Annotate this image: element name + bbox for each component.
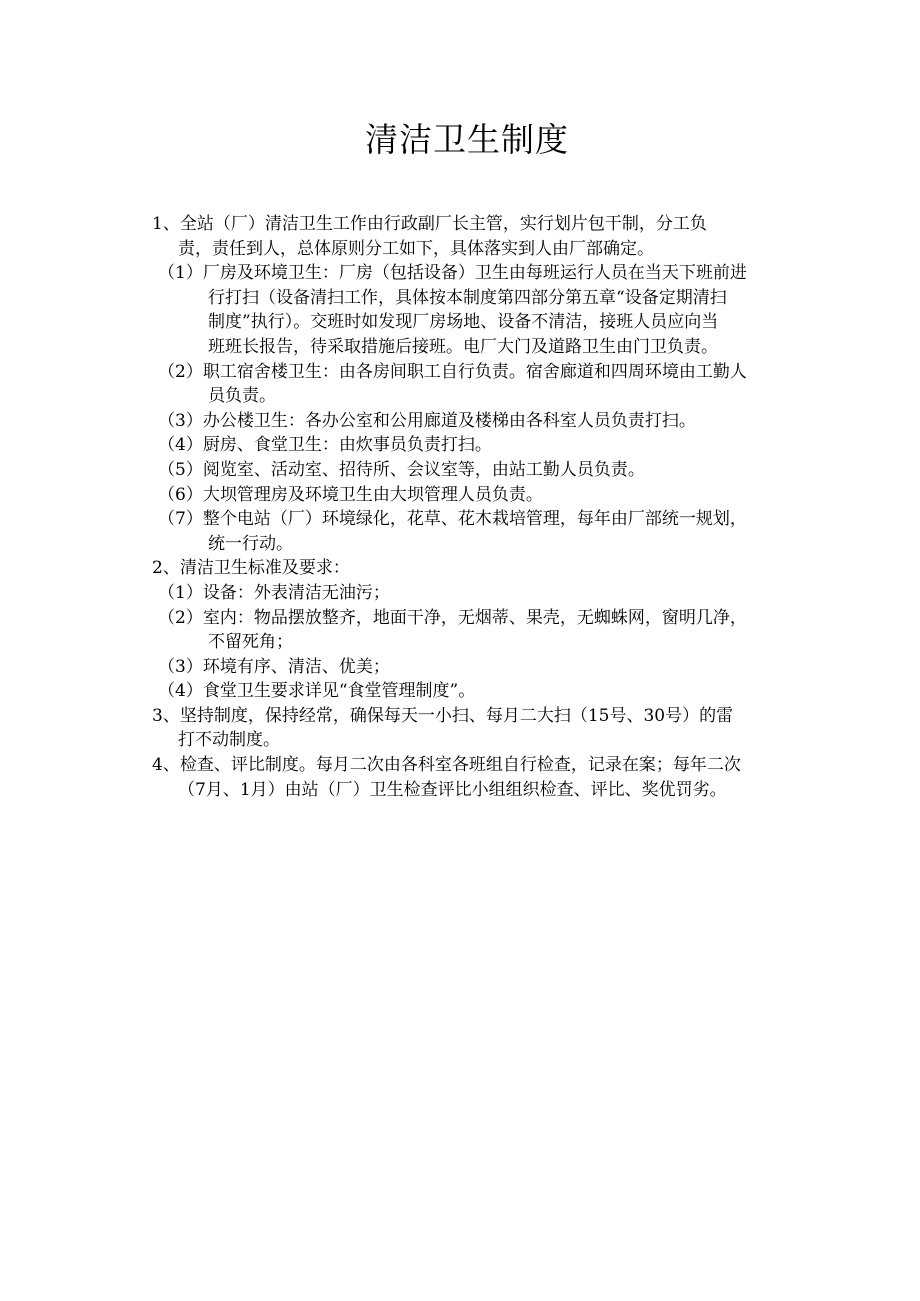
paragraph-line: （2）室内：物品摆放整齐，地面干净，无烟蒂、果壳，无蜘蛛网，窗明几净， xyxy=(158,607,747,628)
paragraph-line: （7月、1月）由站（厂）卫生检查评比小组组织检查、评比、奖优罚劣。 xyxy=(178,779,727,800)
paragraph-line: 不留死角； xyxy=(208,632,293,653)
paragraph-line: 3、坚持制度，保持经常，确保每天一小扫、每月二大扫（15号、30号）的雷 xyxy=(152,705,734,726)
paragraph-line: 班班长报告，待采取措施后接班。电厂大门及道路卫生由门卫负责。 xyxy=(208,336,718,357)
paragraph-line: 责，责任到人，总体原则分工如下，具体落实到人由厂部确定。 xyxy=(178,238,654,259)
paragraph-line: （5）阅览室、活动室、招待所、会议室等，由站工勤人员负责。 xyxy=(158,459,645,480)
paragraph-line: 2、清洁卫生标准及要求： xyxy=(152,558,350,579)
paragraph-line: （4）厨房、食堂卫生：由炊事员负责打扫。 xyxy=(158,435,492,456)
paragraph-line: 统一行动。 xyxy=(208,533,293,554)
paragraph-line: 制度”执行）。交班时如发现厂房场地、设备不清洁，接班人员应向当 xyxy=(208,312,719,333)
paragraph-line: 行打扫（设备清扫工作，具体按本制度第四部分第五章“设备定期清扫 xyxy=(208,287,727,308)
paragraph-line: （3）办公楼卫生：各办公室和公用廊道及楼梯由各科室人员负责打扫。 xyxy=(158,410,696,431)
paragraph-line: （7）整个电站（厂）环境绿化，花草、花木栽培管理，每年由厂部统一规划， xyxy=(158,509,747,530)
paragraph-line: （3）环境有序、清洁、优美； xyxy=(158,656,390,677)
paragraph-line: 打不动制度。 xyxy=(178,730,280,751)
paragraph-line: 1、全站（厂）清洁卫生工作由行政副厂长主管，实行划片包干制，分工负 xyxy=(152,214,707,234)
document-body xyxy=(152,212,802,802)
document-title: 清洁卫生制度 xyxy=(365,120,569,159)
paragraph-line: （1）设备：外表清洁无油污； xyxy=(158,582,390,603)
paragraph-line: （2）职工宿舍楼卫生：由各房间职工自行负责。宿舍廊道和四周环境由工勤人 xyxy=(158,361,747,382)
paragraph-line: （1）厂房及环境卫生：厂房（包括设备）卫生由每班运行人员在当天下班前进 xyxy=(158,263,747,284)
paragraph-line: 员负责。 xyxy=(208,386,276,407)
paragraph-line: （4）食堂卫生要求详见“食堂管理制度”。 xyxy=(158,681,476,702)
paragraph-line: 4、检查、评比制度。每月二次由各科室各班组自行检查，记录在案；每年二次 xyxy=(152,755,741,776)
paragraph-line: （6）大坝管理房及环境卫生由大坝管理人员负责。 xyxy=(158,484,543,505)
